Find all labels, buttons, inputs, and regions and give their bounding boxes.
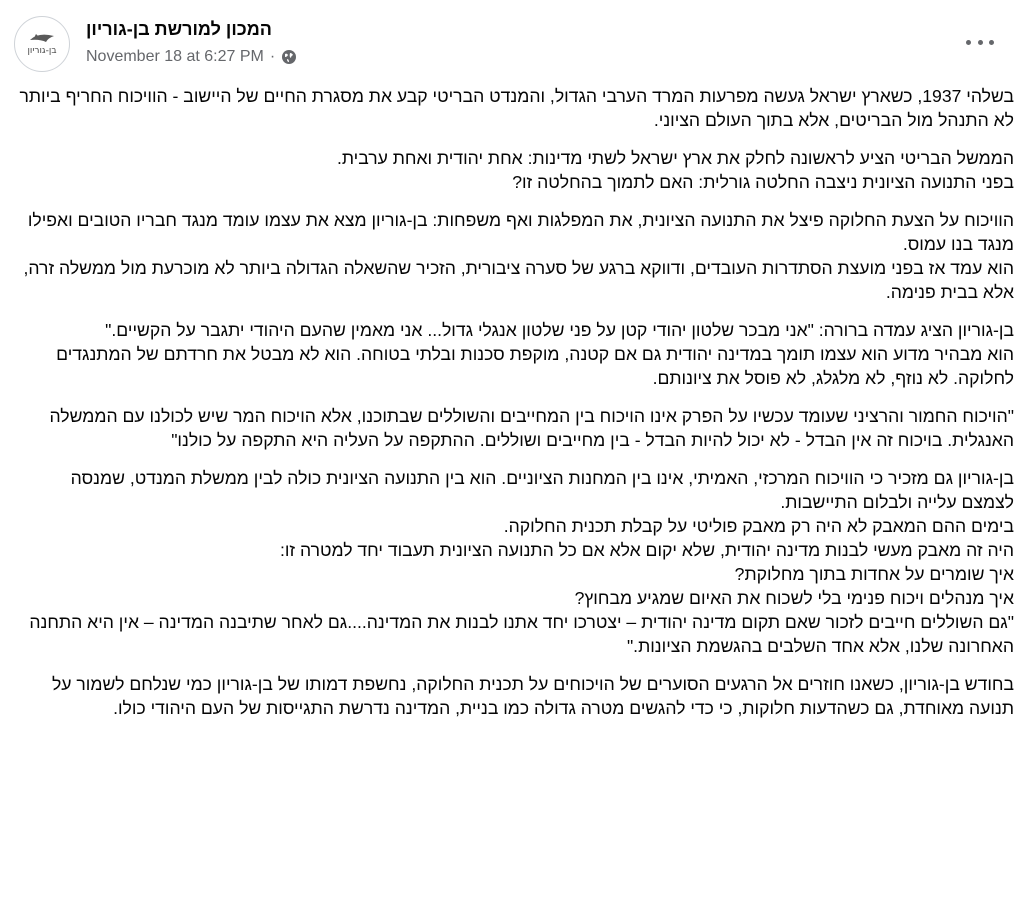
post-text-line: בן-גוריון הציג עמדה ברורה: "אני מבכר שלטון יהודי קטן על פני שלטון אנגלי גדול... אני מאמין שהעם היהודי יתגבר על הקשיים.": [105, 320, 1014, 340]
post-paragraph: [14, 672, 1014, 720]
avatar-text: בן-גוריון: [27, 46, 57, 56]
post-paragraph: [14, 146, 1014, 194]
post-text-line: "גם השוללים חייבים לזכור שאם תקום מדינה יהודית – יצטרכו יחד אתנו לבנות את המדינה....גם לאחר שתיבנה המדינה – אין היא התחנה האחרונה שלנו, אלא אחד השלבים בהגשמת הציונות.": [29, 612, 1014, 656]
more-options-icon[interactable]: [966, 34, 994, 50]
post-meta: [86, 48, 297, 66]
post-timestamp[interactable]: November 18 at 6:27 PM: [86, 48, 264, 65]
post-text-line: בימים ההם המאבק לא היה רק מאבק פוליטי על קבלת תכנית החלוקה.: [503, 516, 1014, 536]
post-text-line: בן-גוריון גם מזכיר כי הוויכוח המרכזי, האמיתי, אינו בין המחנות הציוניים. הוא בין התנועה הציונית כולה לבין ממשלת המנדט, שמנסה לצמצם עלייה ולבלום התיישבות.: [70, 468, 1014, 512]
post-text-line: איך שומרים על אחדות בתוך מחלוקת?: [734, 564, 1014, 584]
post-paragraph: [14, 208, 1014, 304]
post-body: [14, 84, 1014, 734]
post-text-line: בחודש בן-גוריון, כשאנו חוזרים אל הרגעים הסוערים של הויכוחים על תכנית החלוקה, נחשפת דמותו של בן-גוריון כמי שנלחם לשמור על תנועה מאוחדת, גם כשהדעות חלוקות, כי כדי להגשים מטרה גדולה כמו בניית, המדינה נדרשת התגייסות של העם היהודי כולו.: [51, 674, 1014, 718]
post-text-line: בשלהי 1937, כשארץ ישראל געשה מפרעות המרד הערבי הגדול, והמנדט הבריטי קבע את מסגרת החיים של היישוב - הוויכוח החריף ביותר לא התנהל מול הבריטים, אלא בתוך העולם הציוני.: [19, 86, 1014, 130]
page-name-link[interactable]: המכון למורשת בן-גוריון: [86, 19, 272, 39]
post-text-line: הוויכוח על הצעת החלוקה פיצל את התנועה הציונית, את המפלגות ואף משפחות: בן-גוריון מצא את עצמו עומד מנגד חבריו הטובים ואפילו מנגד בנו עמוס.: [27, 210, 1014, 254]
post-text-line: היה זה מאבק מעשי לבנות מדינה יהודית, שלא יקום אלא אם כל התנועה הציונית תעבוד יחד למטרה זו:: [279, 540, 1014, 560]
post-text-line: הוא עמד אז בפני מועצת הסתדרות העובדים, ודווקא ברגע של סערה ציבורית, הזכיר שהשאלה הגדולה ביותר לא מוכרעת מול ממשלה זרה, אלא בבית פנימה.: [23, 258, 1014, 302]
meta-separator: ·: [269, 48, 276, 65]
globe-icon[interactable]: [281, 49, 297, 65]
institute-logo-icon: [20, 22, 64, 66]
page-avatar[interactable]: [14, 16, 70, 72]
post-paragraph: [14, 466, 1014, 658]
post-text-line: הממשל הבריטי הציע לראשונה לחלק את ארץ ישראל לשתי מדינות: אחת יהודית ואחת ערבית.: [336, 148, 1014, 168]
post-header: [14, 14, 1010, 74]
post-text-line: איך מנהלים ויכוח פנימי בלי לשכוח את האיום שמגיע מבחוץ?: [574, 588, 1014, 608]
post-text-line: הוא מבהיר מדוע הוא עצמו תומך במדינה יהודית גם אם קטנה, מוקפת סכנות ובלתי בטוחה. הוא לא מבטל את חרדתם של המתנגדים לחלוקה. לא נוזף, לא מלגלג, לא פוסל את ציונותם.: [56, 344, 1014, 388]
post-text-line: בפני התנועה הציונית ניצבה החלטה גורלית: האם לתמוך בהחלטה זו?: [512, 172, 1014, 192]
post-text-line: "הויכוח החמור והרציני שעומד עכשיו על הפרק אינו הויכוח בין המחייבים והשוללים שבתוכנו, אלא הויכוח המר שיש לכולנו עם הממשלה האנגלית. בויכוח זה אין הבדל - לא יכול להיות הבדל - בין מחייבים ושוללים. ההתקפה על העליה היא התקפה על כולנו": [49, 406, 1014, 450]
post-paragraph: [14, 318, 1014, 390]
post-paragraph: [14, 404, 1014, 452]
post-paragraph: [14, 84, 1014, 132]
